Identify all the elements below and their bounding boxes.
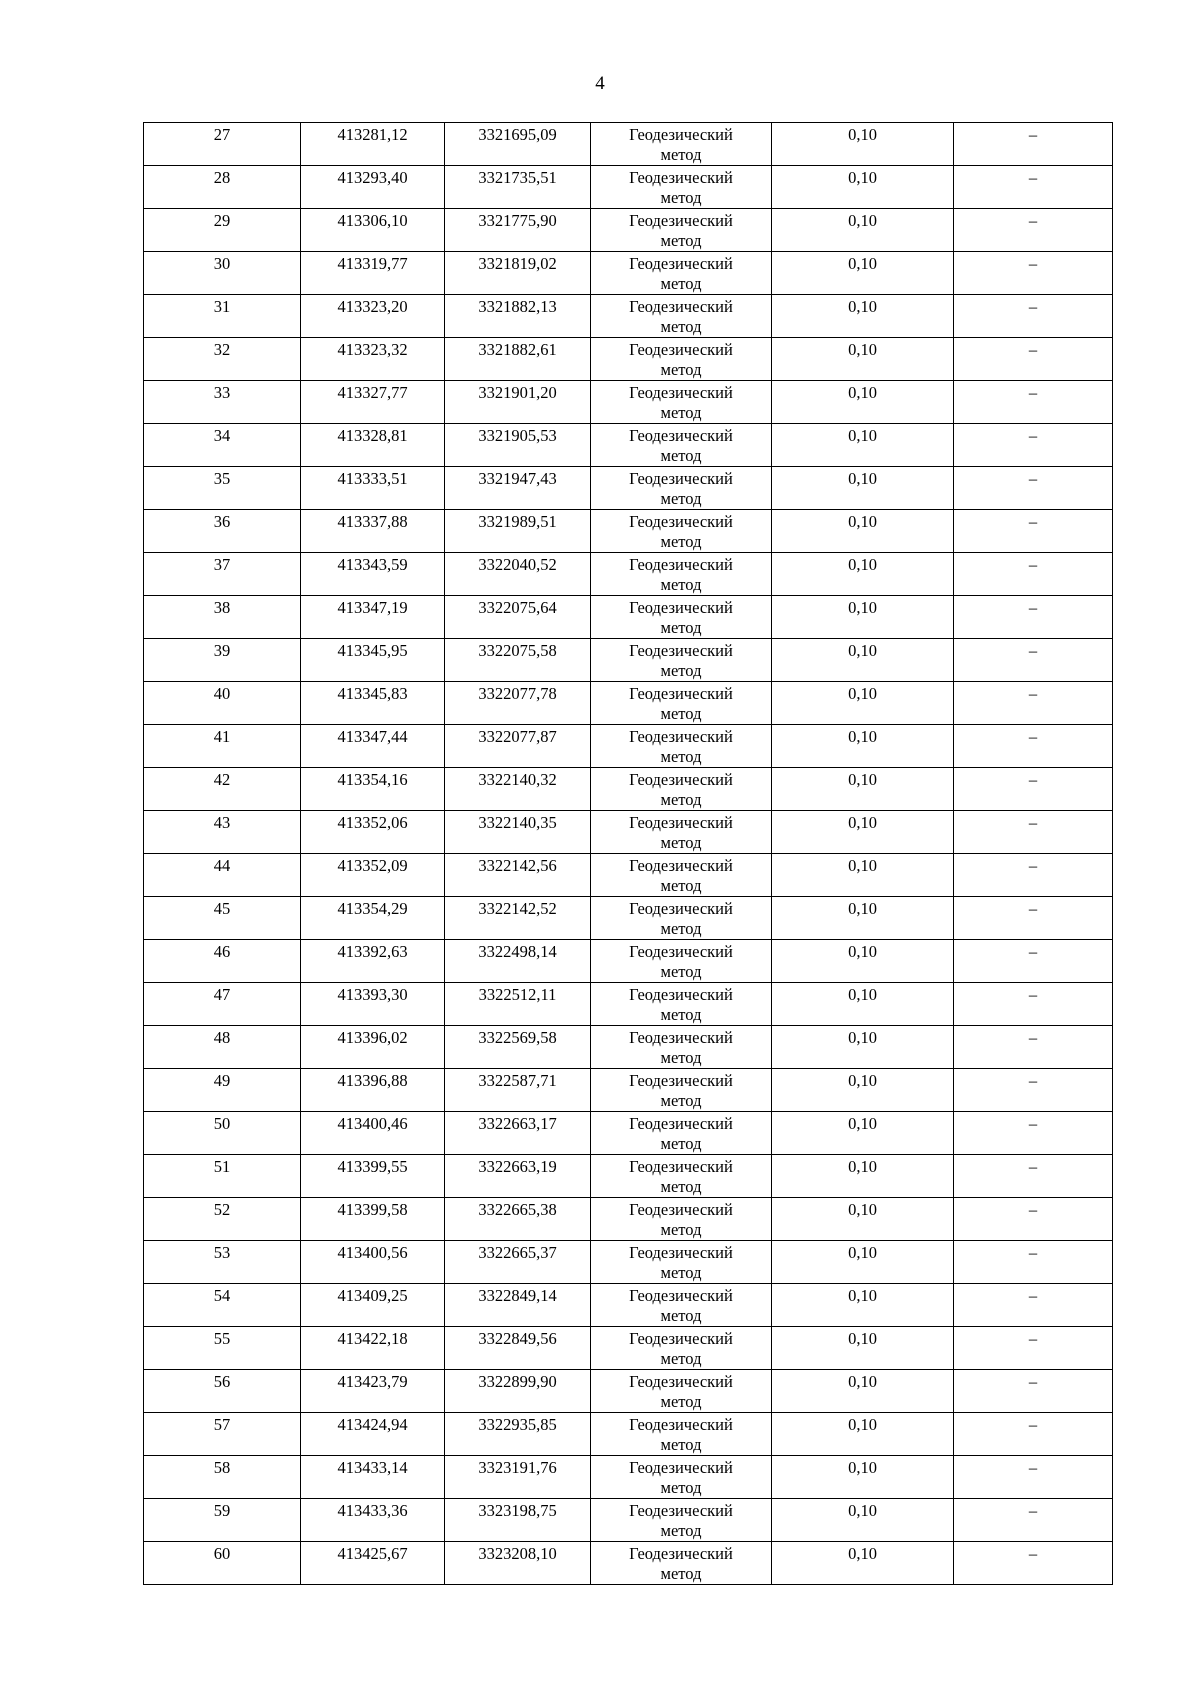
table-row — [144, 682, 1113, 725]
y-coordinate-cell: 3321882,61 — [445, 338, 591, 381]
point-number-cell: 35 — [144, 467, 301, 510]
y-coordinate-cell: 3322935,85 — [445, 1413, 591, 1456]
y-coordinate-cell: 3321882,13 — [445, 295, 591, 338]
method-text: Геодезический метод — [629, 856, 733, 895]
point-number-cell: 29 — [144, 209, 301, 252]
description-cell: – — [954, 209, 1113, 252]
y-coordinate-cell: 3322498,14 — [445, 940, 591, 983]
y-coordinate-cell: 3322140,35 — [445, 811, 591, 854]
point-number-cell: 39 — [144, 639, 301, 682]
method-cell — [591, 983, 772, 1026]
x-coordinate-cell: 413281,12 — [301, 123, 445, 166]
accuracy-cell: 0,10 — [772, 1413, 954, 1456]
description-cell: – — [954, 1155, 1113, 1198]
point-number-cell: 56 — [144, 1370, 301, 1413]
y-coordinate-cell: 3322663,17 — [445, 1112, 591, 1155]
point-number-cell: 37 — [144, 553, 301, 596]
description-cell: – — [954, 725, 1113, 768]
table-row — [144, 596, 1113, 639]
method-text: Геодезический метод — [629, 641, 733, 680]
description-cell: – — [954, 854, 1113, 897]
description-cell: – — [954, 381, 1113, 424]
method-text: Геодезический метод — [629, 1501, 733, 1540]
x-coordinate-cell: 413399,55 — [301, 1155, 445, 1198]
point-number-cell: 47 — [144, 983, 301, 1026]
x-coordinate-cell: 413354,29 — [301, 897, 445, 940]
x-coordinate-cell: 413422,18 — [301, 1327, 445, 1370]
table-row — [144, 639, 1113, 682]
x-coordinate-cell: 413323,32 — [301, 338, 445, 381]
method-cell — [591, 897, 772, 940]
description-cell: – — [954, 983, 1113, 1026]
accuracy-cell: 0,10 — [772, 1542, 954, 1585]
accuracy-cell: 0,10 — [772, 1327, 954, 1370]
point-number-cell: 34 — [144, 424, 301, 467]
method-text: Геодезический метод — [629, 813, 733, 852]
method-text: Геодезический метод — [629, 1243, 733, 1282]
description-cell: – — [954, 424, 1113, 467]
table-row — [144, 510, 1113, 553]
method-cell — [591, 209, 772, 252]
description-cell: – — [954, 768, 1113, 811]
accuracy-cell: 0,10 — [772, 811, 954, 854]
point-number-cell: 41 — [144, 725, 301, 768]
x-coordinate-cell: 413345,83 — [301, 682, 445, 725]
method-text: Геодезический метод — [629, 211, 733, 250]
method-text: Геодезический метод — [629, 1028, 733, 1067]
table-row — [144, 1542, 1113, 1585]
y-coordinate-cell: 3321735,51 — [445, 166, 591, 209]
x-coordinate-cell: 413319,77 — [301, 252, 445, 295]
table-row — [144, 1155, 1113, 1198]
description-cell: – — [954, 1284, 1113, 1327]
x-coordinate-cell: 413409,25 — [301, 1284, 445, 1327]
table-row — [144, 166, 1113, 209]
x-coordinate-cell: 413337,88 — [301, 510, 445, 553]
description-cell: – — [954, 510, 1113, 553]
y-coordinate-cell: 3322663,19 — [445, 1155, 591, 1198]
table-row — [144, 123, 1113, 166]
y-coordinate-cell: 3321775,90 — [445, 209, 591, 252]
x-coordinate-cell: 413306,10 — [301, 209, 445, 252]
coordinates-table — [143, 122, 1113, 1585]
method-cell — [591, 1069, 772, 1112]
table-row — [144, 467, 1113, 510]
x-coordinate-cell: 413433,36 — [301, 1499, 445, 1542]
method-cell — [591, 1241, 772, 1284]
accuracy-cell: 0,10 — [772, 1499, 954, 1542]
description-cell: – — [954, 1069, 1113, 1112]
accuracy-cell: 0,10 — [772, 1370, 954, 1413]
method-cell — [591, 338, 772, 381]
accuracy-cell: 0,10 — [772, 1456, 954, 1499]
point-number-cell: 30 — [144, 252, 301, 295]
accuracy-cell: 0,10 — [772, 467, 954, 510]
x-coordinate-cell: 413354,16 — [301, 768, 445, 811]
x-coordinate-cell: 413392,63 — [301, 940, 445, 983]
y-coordinate-cell: 3321819,02 — [445, 252, 591, 295]
y-coordinate-cell: 3323198,75 — [445, 1499, 591, 1542]
table-row — [144, 209, 1113, 252]
y-coordinate-cell: 3322665,38 — [445, 1198, 591, 1241]
x-coordinate-cell: 413424,94 — [301, 1413, 445, 1456]
description-cell: – — [954, 295, 1113, 338]
accuracy-cell: 0,10 — [772, 424, 954, 467]
x-coordinate-cell: 413293,40 — [301, 166, 445, 209]
method-text: Геодезический метод — [629, 1114, 733, 1153]
point-number-cell: 42 — [144, 768, 301, 811]
method-text: Геодезический метод — [629, 512, 733, 551]
accuracy-cell: 0,10 — [772, 1069, 954, 1112]
method-cell — [591, 123, 772, 166]
table-row — [144, 553, 1113, 596]
method-text: Геодезический метод — [629, 1286, 733, 1325]
x-coordinate-cell: 413425,67 — [301, 1542, 445, 1585]
accuracy-cell: 0,10 — [772, 1026, 954, 1069]
method-text: Геодезический метод — [629, 1458, 733, 1497]
y-coordinate-cell: 3322077,78 — [445, 682, 591, 725]
point-number-cell: 40 — [144, 682, 301, 725]
accuracy-cell: 0,10 — [772, 166, 954, 209]
y-coordinate-cell: 3322665,37 — [445, 1241, 591, 1284]
description-cell: – — [954, 123, 1113, 166]
accuracy-cell: 0,10 — [772, 510, 954, 553]
y-coordinate-cell: 3322077,87 — [445, 725, 591, 768]
method-cell — [591, 424, 772, 467]
point-number-cell: 53 — [144, 1241, 301, 1284]
x-coordinate-cell: 413393,30 — [301, 983, 445, 1026]
accuracy-cell: 0,10 — [772, 295, 954, 338]
method-text: Геодезический метод — [629, 1200, 733, 1239]
description-cell: – — [954, 1370, 1113, 1413]
point-number-cell: 27 — [144, 123, 301, 166]
description-cell: – — [954, 166, 1113, 209]
y-coordinate-cell: 3321989,51 — [445, 510, 591, 553]
method-cell — [591, 510, 772, 553]
point-number-cell: 51 — [144, 1155, 301, 1198]
method-text: Геодезический метод — [629, 426, 733, 465]
method-cell — [591, 1112, 772, 1155]
point-number-cell: 33 — [144, 381, 301, 424]
x-coordinate-cell: 413333,51 — [301, 467, 445, 510]
description-cell: – — [954, 553, 1113, 596]
method-text: Геодезический метод — [629, 985, 733, 1024]
accuracy-cell: 0,10 — [772, 381, 954, 424]
description-cell: – — [954, 811, 1113, 854]
accuracy-cell: 0,10 — [772, 725, 954, 768]
description-cell: – — [954, 1112, 1113, 1155]
table-row — [144, 295, 1113, 338]
accuracy-cell: 0,10 — [772, 209, 954, 252]
accuracy-cell: 0,10 — [772, 1155, 954, 1198]
x-coordinate-cell: 413400,56 — [301, 1241, 445, 1284]
method-cell — [591, 467, 772, 510]
point-number-cell: 46 — [144, 940, 301, 983]
point-number-cell: 44 — [144, 854, 301, 897]
method-cell — [591, 1413, 772, 1456]
accuracy-cell: 0,10 — [772, 252, 954, 295]
point-number-cell: 32 — [144, 338, 301, 381]
table-row — [144, 1499, 1113, 1542]
method-text: Геодезический метод — [629, 469, 733, 508]
x-coordinate-cell: 413347,44 — [301, 725, 445, 768]
table-row — [144, 897, 1113, 940]
page-number: 4 — [595, 73, 605, 94]
method-cell — [591, 1542, 772, 1585]
y-coordinate-cell: 3322142,56 — [445, 854, 591, 897]
x-coordinate-cell: 413328,81 — [301, 424, 445, 467]
x-coordinate-cell: 413345,95 — [301, 639, 445, 682]
method-cell — [591, 1456, 772, 1499]
accuracy-cell: 0,10 — [772, 983, 954, 1026]
method-text: Геодезический метод — [629, 168, 733, 207]
method-text: Геодезический метод — [629, 727, 733, 766]
point-number-cell: 52 — [144, 1198, 301, 1241]
y-coordinate-cell: 3321901,20 — [445, 381, 591, 424]
table-row — [144, 1241, 1113, 1284]
method-cell — [591, 166, 772, 209]
description-cell: – — [954, 1198, 1113, 1241]
point-number-cell: 59 — [144, 1499, 301, 1542]
point-number-cell: 54 — [144, 1284, 301, 1327]
description-cell: – — [954, 1327, 1113, 1370]
accuracy-cell: 0,10 — [772, 1198, 954, 1241]
accuracy-cell: 0,10 — [772, 553, 954, 596]
method-cell — [591, 381, 772, 424]
accuracy-cell: 0,10 — [772, 1112, 954, 1155]
table-row — [144, 811, 1113, 854]
method-cell — [591, 768, 772, 811]
x-coordinate-cell: 413352,06 — [301, 811, 445, 854]
y-coordinate-cell: 3322140,32 — [445, 768, 591, 811]
table-row — [144, 854, 1113, 897]
y-coordinate-cell: 3321905,53 — [445, 424, 591, 467]
table-row — [144, 1370, 1113, 1413]
y-coordinate-cell: 3322849,14 — [445, 1284, 591, 1327]
table-row — [144, 338, 1113, 381]
x-coordinate-cell: 413323,20 — [301, 295, 445, 338]
method-text: Геодезический метод — [629, 598, 733, 637]
table-row — [144, 725, 1113, 768]
accuracy-cell: 0,10 — [772, 123, 954, 166]
description-cell: – — [954, 467, 1113, 510]
coordinates-table-body — [144, 123, 1113, 1585]
method-cell — [591, 854, 772, 897]
method-cell — [591, 553, 772, 596]
method-cell — [591, 596, 772, 639]
description-cell: – — [954, 897, 1113, 940]
method-text: Геодезический метод — [629, 1071, 733, 1110]
description-cell: – — [954, 1241, 1113, 1284]
x-coordinate-cell: 413396,02 — [301, 1026, 445, 1069]
accuracy-cell: 0,10 — [772, 768, 954, 811]
point-number-cell: 28 — [144, 166, 301, 209]
y-coordinate-cell: 3322899,90 — [445, 1370, 591, 1413]
description-cell: – — [954, 639, 1113, 682]
table-row — [144, 768, 1113, 811]
method-text: Геодезический метод — [629, 1329, 733, 1368]
description-cell: – — [954, 1026, 1113, 1069]
description-cell: – — [954, 1413, 1113, 1456]
method-text: Геодезический метод — [629, 555, 733, 594]
x-coordinate-cell: 413352,09 — [301, 854, 445, 897]
method-cell — [591, 295, 772, 338]
accuracy-cell: 0,10 — [772, 897, 954, 940]
accuracy-cell: 0,10 — [772, 940, 954, 983]
y-coordinate-cell: 3321695,09 — [445, 123, 591, 166]
method-text: Геодезический метод — [629, 899, 733, 938]
x-coordinate-cell: 413433,14 — [301, 1456, 445, 1499]
accuracy-cell: 0,10 — [772, 1241, 954, 1284]
y-coordinate-cell: 3323191,76 — [445, 1456, 591, 1499]
point-number-cell: 60 — [144, 1542, 301, 1585]
point-number-cell: 38 — [144, 596, 301, 639]
method-cell — [591, 725, 772, 768]
x-coordinate-cell: 413347,19 — [301, 596, 445, 639]
table-row — [144, 1413, 1113, 1456]
table-row — [144, 1112, 1113, 1155]
description-cell: – — [954, 1456, 1113, 1499]
y-coordinate-cell: 3322512,11 — [445, 983, 591, 1026]
y-coordinate-cell: 3322569,58 — [445, 1026, 591, 1069]
method-text: Геодезический метод — [629, 297, 733, 336]
method-cell — [591, 940, 772, 983]
method-cell — [591, 1499, 772, 1542]
table-row — [144, 252, 1113, 295]
table-row — [144, 1327, 1113, 1370]
description-cell: – — [954, 1542, 1113, 1585]
x-coordinate-cell: 413396,88 — [301, 1069, 445, 1112]
table-row — [144, 983, 1113, 1026]
method-text: Геодезический метод — [629, 1157, 733, 1196]
x-coordinate-cell: 413327,77 — [301, 381, 445, 424]
table-row — [144, 1456, 1113, 1499]
x-coordinate-cell: 413343,59 — [301, 553, 445, 596]
method-text: Геодезический метод — [629, 942, 733, 981]
method-text: Геодезический метод — [629, 684, 733, 723]
table-row — [144, 1069, 1113, 1112]
table-row — [144, 381, 1113, 424]
description-cell: – — [954, 940, 1113, 983]
y-coordinate-cell: 3323208,10 — [445, 1542, 591, 1585]
method-cell — [591, 1284, 772, 1327]
point-number-cell: 36 — [144, 510, 301, 553]
method-text: Геодезический метод — [629, 125, 733, 164]
method-cell — [591, 639, 772, 682]
table-row — [144, 1198, 1113, 1241]
description-cell: – — [954, 1499, 1113, 1542]
accuracy-cell: 0,10 — [772, 1284, 954, 1327]
accuracy-cell: 0,10 — [772, 682, 954, 725]
table-row — [144, 1026, 1113, 1069]
method-cell — [591, 1026, 772, 1069]
point-number-cell: 43 — [144, 811, 301, 854]
y-coordinate-cell: 3321947,43 — [445, 467, 591, 510]
method-text: Геодезический метод — [629, 254, 733, 293]
y-coordinate-cell: 3322075,58 — [445, 639, 591, 682]
method-text: Геодезический метод — [629, 340, 733, 379]
method-text: Геодезический метод — [629, 1415, 733, 1454]
x-coordinate-cell: 413399,58 — [301, 1198, 445, 1241]
description-cell: – — [954, 338, 1113, 381]
description-cell: – — [954, 252, 1113, 295]
method-cell — [591, 682, 772, 725]
point-number-cell: 31 — [144, 295, 301, 338]
y-coordinate-cell: 3322587,71 — [445, 1069, 591, 1112]
x-coordinate-cell: 413400,46 — [301, 1112, 445, 1155]
point-number-cell: 45 — [144, 897, 301, 940]
y-coordinate-cell: 3322075,64 — [445, 596, 591, 639]
method-cell — [591, 252, 772, 295]
point-number-cell: 57 — [144, 1413, 301, 1456]
point-number-cell: 49 — [144, 1069, 301, 1112]
method-cell — [591, 811, 772, 854]
method-cell — [591, 1370, 772, 1413]
y-coordinate-cell: 3322040,52 — [445, 553, 591, 596]
table-row — [144, 940, 1113, 983]
table-row — [144, 424, 1113, 467]
method-text: Геодезический метод — [629, 383, 733, 422]
method-cell — [591, 1198, 772, 1241]
x-coordinate-cell: 413423,79 — [301, 1370, 445, 1413]
description-cell: – — [954, 596, 1113, 639]
description-cell: – — [954, 682, 1113, 725]
y-coordinate-cell: 3322849,56 — [445, 1327, 591, 1370]
table-row — [144, 1284, 1113, 1327]
method-cell — [591, 1327, 772, 1370]
accuracy-cell: 0,10 — [772, 596, 954, 639]
point-number-cell: 50 — [144, 1112, 301, 1155]
y-coordinate-cell: 3322142,52 — [445, 897, 591, 940]
method-text: Геодезический метод — [629, 1372, 733, 1411]
method-text: Геодезический метод — [629, 770, 733, 809]
point-number-cell: 48 — [144, 1026, 301, 1069]
accuracy-cell: 0,10 — [772, 854, 954, 897]
point-number-cell: 55 — [144, 1327, 301, 1370]
accuracy-cell: 0,10 — [772, 338, 954, 381]
method-cell — [591, 1155, 772, 1198]
method-text: Геодезический метод — [629, 1544, 733, 1583]
accuracy-cell: 0,10 — [772, 639, 954, 682]
point-number-cell: 58 — [144, 1456, 301, 1499]
